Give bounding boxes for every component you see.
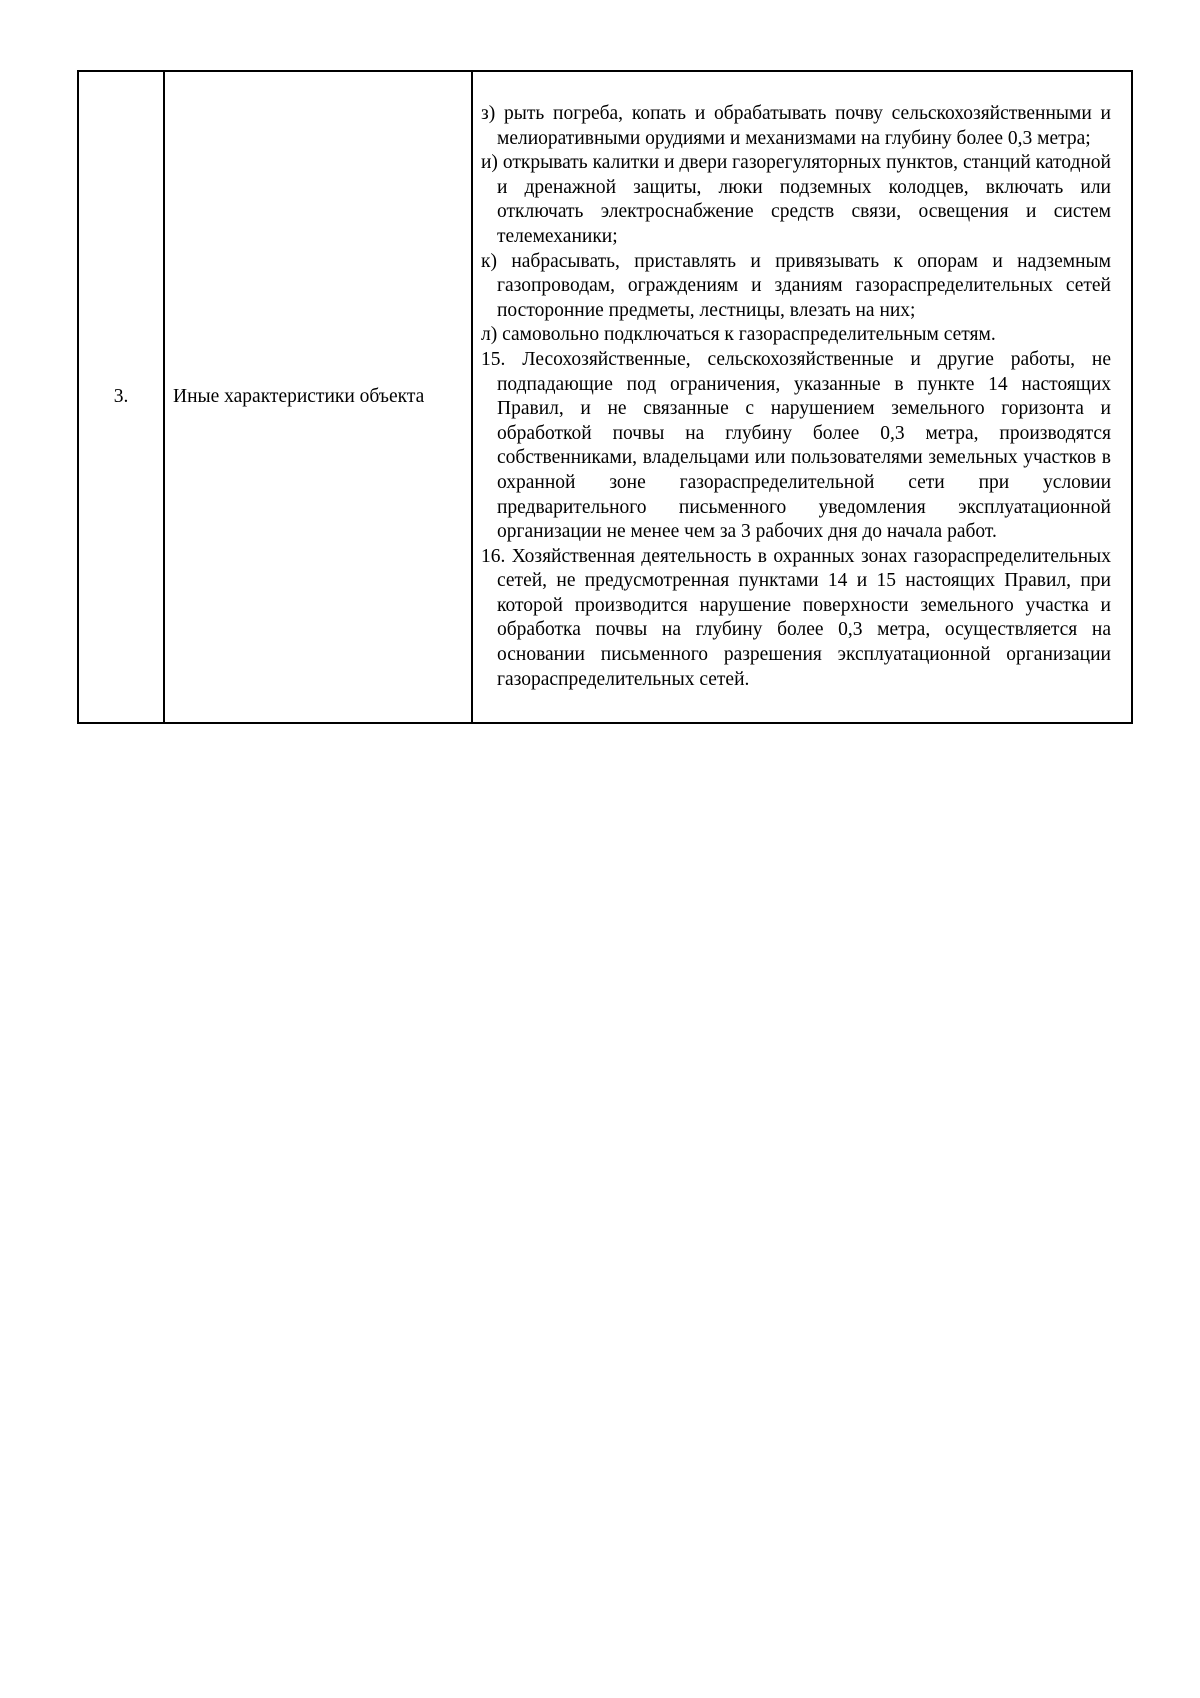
row-content-cell [472,71,1132,723]
paragraph-l: л) самовольно подключаться к газораспределительным сетям. [481,324,996,346]
row-name: Иные характеристики объекта [173,385,425,407]
paragraph-k: к) набрасывать, приставлять и привязывать к опорам и надземным газопроводам, ограждениям и зданиям газораспределительных сетей посторонние предметы, лестницы, влезать на них; [481,250,1111,321]
row-name-cell [164,71,472,723]
table-row [78,71,1132,723]
paragraph-16: 16. Хозяйственная деятельность в охранных зонах газораспределительных сетей, не предусмотренная пунктами 14 и 15 настоящих Правил, при которой производится нарушение поверхности земельного участка и обработка почвы на глубину более 0,3 метра, осуществляется на основании письменного разрешения эксплуатационной организации газораспределительных сетей. [481,545,1111,690]
paragraph-15: 15. Лесохозяйственные, сельскохозяйственные и другие работы, не подпадающие под ограничения, указанные в пункте 14 настоящих Правил, и не связанные с нарушением земельного горизонта и обработкой почвы на глубину более 0,3 метра, производятся собственниками, владельцами или пользователями земельных участков в охранной зоне газораспределительной сети при условии предварительного письменного уведомления эксплуатационной организации не менее чем за 3 рабочих дня до начала работ. [481,348,1111,543]
row-number: 3. [113,385,129,407]
row-number-cell [78,71,164,723]
paragraph-i: и) открывать калитки и двери газорегуляторных пунктов, станций катодной и дренажной защиты, люки подземных колодцев, включать или отключать электроснабжение средств связи, освещения и систем телемеханики; [481,152,1111,247]
paragraph-z: з) рыть погреба, копать и обрабатывать почву сельскохозяйственными и мелиоративными орудиями и механизмами на глубину более 0,3 метра; [481,103,1111,149]
document-table [77,70,1133,724]
